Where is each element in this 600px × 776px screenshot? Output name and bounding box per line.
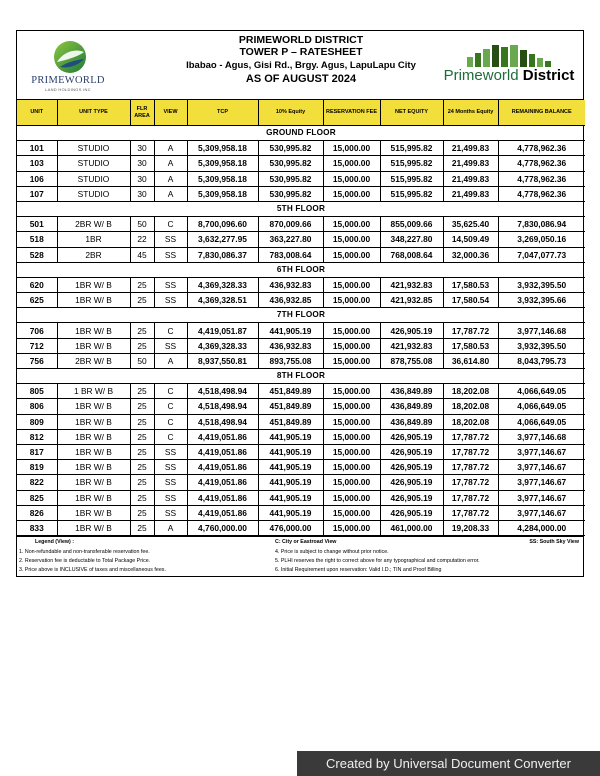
table-cell: 15,000.00 [323,323,380,338]
table-cell: 15,000.00 [323,429,380,444]
table-cell: 21,499.83 [443,171,498,186]
table-cell: 7,830,086.94 [498,217,585,232]
table-cell: 107 [17,186,57,201]
table-cell: 530,995.82 [258,141,323,156]
table-cell: 893,755.08 [258,353,323,368]
table-cell: A [154,171,187,186]
floor-heading: 6TH FLOOR [17,262,585,277]
note-3: 3. Price above is INCLUSIVE of taxes and miscellaneous fees. [19,567,166,574]
legend-south-sky-view: SS: South Sky View [529,539,579,546]
table-cell: 15,000.00 [323,460,380,475]
table-cell: 18,202.08 [443,399,498,414]
table-cell: 17,787.72 [443,490,498,505]
table-cell: 15,000.00 [323,399,380,414]
table-cell: 476,000.00 [258,520,323,535]
table-row [17,338,585,353]
column-header: REMAINING BALANCE [498,100,585,126]
table-cell: 15,000.00 [323,232,380,247]
table-cell: 441,905.19 [258,323,323,338]
table-cell: SS [154,247,187,262]
table-cell: C [154,429,187,444]
table-cell: 783,008.64 [258,247,323,262]
table-cell: 17,787.72 [443,475,498,490]
table-cell: 1BR W/ B [57,490,130,505]
table-row [17,323,585,338]
table-cell: 17,787.72 [443,444,498,459]
table-cell: 363,227.80 [258,232,323,247]
table-cell: 35,625.40 [443,217,498,232]
table-cell: 30 [130,141,154,156]
column-header: 10% Equity [258,100,323,126]
table-cell: STUDIO [57,156,130,171]
table-cell: 436,849.89 [380,414,443,429]
table-cell: 3,932,395.66 [498,293,585,308]
table-cell: 17,787.72 [443,505,498,520]
table-cell: 4,419,051.86 [187,460,258,475]
table-cell: 515,995.82 [380,156,443,171]
table-cell: 436,932.85 [258,293,323,308]
table-cell: 25 [130,399,154,414]
table-cell: 518 [17,232,57,247]
table-cell: 441,905.19 [258,475,323,490]
table-cell: 1BR W/ B [57,414,130,429]
table-cell: 4,778,962.36 [498,171,585,186]
table-cell: C [154,414,187,429]
right-logo-word-b: District [522,67,575,84]
table-cell: 3,932,395.50 [498,277,585,292]
table-row [17,171,585,186]
table-cell: 530,995.82 [258,156,323,171]
table-cell: 426,905.19 [380,475,443,490]
project-name: PRIMEWORLD DISTRICT [238,34,364,46]
floor-row [17,262,585,277]
table-cell: 14,509.49 [443,232,498,247]
table-cell: 4,284,000.00 [498,520,585,535]
table-cell: 18,202.08 [443,384,498,399]
table-cell: 4,066,649.05 [498,384,585,399]
table-cell: 8,700,096.60 [187,217,258,232]
table-cell: 441,905.19 [258,460,323,475]
table-cell: A [154,353,187,368]
table-cell: 426,905.19 [380,505,443,520]
floor-row [17,201,585,216]
table-cell: 825 [17,490,57,505]
table-cell: 25 [130,293,154,308]
table-cell: 4,419,051.86 [187,429,258,444]
table-cell: 441,905.19 [258,505,323,520]
right-logo-word-a: Primeworld [443,67,519,84]
table-cell: 826 [17,505,57,520]
table-cell: 21,499.83 [443,156,498,171]
table-cell: 15,000.00 [323,490,380,505]
table-cell: 4,518,498.94 [187,399,258,414]
table-cell: 515,995.82 [380,171,443,186]
table-cell: 15,000.00 [323,277,380,292]
table-cell: 5,309,958.18 [187,186,258,201]
table-cell: 17,580.54 [443,293,498,308]
column-header: UNIT [17,100,57,126]
table-cell: 2BR [57,247,130,262]
table-cell: 2BR W/ B [57,217,130,232]
table-cell: 426,905.19 [380,323,443,338]
note-6: 6. Initial Requirement upon reservation: Valid I.D.; TIN and Proof Billing [275,567,442,574]
table-cell: 451,849.89 [258,384,323,399]
column-header: TCP [187,100,258,126]
table-cell: 30 [130,156,154,171]
table-cell: 25 [130,384,154,399]
table-cell: 15,000.00 [323,384,380,399]
floor-row [17,126,585,141]
table-cell: 3,977,146.67 [498,444,585,459]
table-row [17,444,585,459]
table-cell: 822 [17,475,57,490]
table-cell: 106 [17,171,57,186]
table-cell: STUDIO [57,141,130,156]
table-cell: 809 [17,414,57,429]
floor-heading: 5TH FLOOR [17,201,585,216]
table-cell: 3,977,146.67 [498,460,585,475]
table-cell: A [154,156,187,171]
table-cell: 515,995.82 [380,141,443,156]
table-cell: 528 [17,247,57,262]
table-cell: 15,000.00 [323,505,380,520]
as-of-date: AS OF AUGUST 2024 [245,73,357,85]
table-cell: 17,580.53 [443,338,498,353]
table-cell: 25 [130,505,154,520]
table-cell: 436,932.83 [258,277,323,292]
table-cell: 706 [17,323,57,338]
table-cell: 1BR W/ B [57,338,130,353]
table-cell: 806 [17,399,57,414]
table-cell: 625 [17,293,57,308]
table-header-row [17,100,585,126]
table-cell: 15,000.00 [323,414,380,429]
table-row [17,217,585,232]
table-cell: 7,830,086.37 [187,247,258,262]
table-cell: 3,977,146.67 [498,505,585,520]
table-cell: SS [154,293,187,308]
table-row [17,505,585,520]
table-cell: 4,778,962.36 [498,141,585,156]
table-cell: 18,202.08 [443,414,498,429]
note-4: 4. Price is subject to change without prior notice. [275,549,389,556]
column-header: NET EQUITY [380,100,443,126]
table-cell: 2BR W/ B [57,353,130,368]
table-cell: A [154,186,187,201]
table-cell: 712 [17,338,57,353]
globe-icon [53,40,87,74]
table-row [17,399,585,414]
table-cell: 17,787.72 [443,429,498,444]
table-cell: 25 [130,323,154,338]
table-cell: 3,977,146.68 [498,323,585,338]
table-cell: SS [154,460,187,475]
table-row [17,247,585,262]
table-row [17,414,585,429]
table-row [17,186,585,201]
table-cell: 50 [130,217,154,232]
table-cell: 451,849.89 [258,399,323,414]
table-cell: SS [154,444,187,459]
table-cell: C [154,384,187,399]
table-cell: 817 [17,444,57,459]
table-cell: 15,000.00 [323,156,380,171]
table-cell: 515,995.82 [380,186,443,201]
title-block [167,34,435,86]
table-cell: 426,905.19 [380,444,443,459]
table-cell: C [154,399,187,414]
table-row [17,232,585,247]
table-cell: 8,937,550.81 [187,353,258,368]
table-cell: 15,000.00 [323,293,380,308]
table-cell: 45 [130,247,154,262]
table-cell: SS [154,277,187,292]
table-cell: 436,849.89 [380,399,443,414]
table-cell: 4,369,328.51 [187,293,258,308]
table-row [17,353,585,368]
table-cell: 819 [17,460,57,475]
primeworld-logo [23,37,113,93]
table-cell: STUDIO [57,186,130,201]
table-cell: C [154,217,187,232]
table-cell: 620 [17,277,57,292]
table-cell: 36,614.80 [443,353,498,368]
table-row [17,156,585,171]
table-cell: 1BR W/ B [57,505,130,520]
table-cell: 451,849.89 [258,414,323,429]
table-row [17,293,585,308]
right-logo-text [443,67,575,85]
table-cell: 1BR W/ B [57,293,130,308]
table-cell: 19,208.33 [443,520,498,535]
table-cell: 25 [130,490,154,505]
table-cell: 1BR W/ B [57,475,130,490]
table-cell: 4,066,649.05 [498,414,585,429]
floor-heading: GROUND FLOOR [17,126,585,141]
table-row [17,475,585,490]
ratesheet-header [17,31,583,100]
table-cell: 421,932.83 [380,277,443,292]
table-cell: 15,000.00 [323,171,380,186]
table-cell: 1BR W/ B [57,399,130,414]
column-header: RESERVATION FEE [323,100,380,126]
ratesheet-title: TOWER P – RATESHEET [239,46,363,58]
table-cell: 756 [17,353,57,368]
floor-row [17,369,585,384]
table-row [17,384,585,399]
table-cell: 421,932.85 [380,293,443,308]
table-cell: 15,000.00 [323,353,380,368]
note-2: 2. Reservation fee is deductable to Total Package Price. [19,558,151,565]
table-cell: 1BR W/ B [57,460,130,475]
table-cell: 1BR W/ B [57,277,130,292]
left-logo-subtext: LAND HOLDINGS INC [45,87,91,92]
table-cell: 8,043,795.73 [498,353,585,368]
table-cell: 4,778,962.36 [498,186,585,201]
table-cell: 15,000.00 [323,444,380,459]
table-cell: 17,787.72 [443,460,498,475]
table-cell: 30 [130,186,154,201]
table-cell: 32,000.36 [443,247,498,262]
note-5: 5. PLHI reserves the right to correct above for any typographical and computation error. [275,558,480,565]
table-cell: 25 [130,429,154,444]
table-cell: 15,000.00 [323,247,380,262]
table-cell: 21,499.83 [443,186,498,201]
table-cell: C [154,323,187,338]
table-cell: 7,047,077.73 [498,247,585,262]
table-cell: 768,008.64 [380,247,443,262]
table-cell: 1BR W/ B [57,520,130,535]
table-cell: SS [154,338,187,353]
table-cell: 833 [17,520,57,535]
legend-city-view: C: City or Eastroad View [275,539,337,546]
table-cell: 22 [130,232,154,247]
primeworld-district-logo [443,45,575,91]
table-cell: 1BR W/ B [57,444,130,459]
table-cell: 3,977,146.67 [498,490,585,505]
table-cell: 1BR W/ B [57,323,130,338]
left-logo-text: PRIMEWORLD [31,75,105,86]
table-cell: 4,518,498.94 [187,384,258,399]
table-cell: SS [154,475,187,490]
table-cell: 805 [17,384,57,399]
table-cell: 15,000.00 [323,338,380,353]
table-row [17,277,585,292]
skyline-icon [459,45,559,67]
table-cell: 4,369,328.33 [187,277,258,292]
table-cell: 5,309,958.18 [187,171,258,186]
floor-row [17,308,585,323]
table-row [17,141,585,156]
table-cell: 15,000.00 [323,141,380,156]
table-cell: 501 [17,217,57,232]
table-cell: 530,995.82 [258,186,323,201]
legend-label: Legend (View) : [35,539,75,546]
table-cell: 878,755.08 [380,353,443,368]
table-cell: 441,905.19 [258,444,323,459]
column-header: FLR AREA [130,100,154,126]
address: Ibabao - Agus, Gisi Rd., Brgy. Agus, LapuLapu City [186,60,416,71]
table-cell: 812 [17,429,57,444]
table-cell: 441,905.19 [258,490,323,505]
converter-watermark: Created by Universal Document Converter [297,751,600,776]
table-cell: 4,778,962.36 [498,156,585,171]
table-cell: 4,369,328.33 [187,338,258,353]
table-cell: 50 [130,353,154,368]
table-cell: 101 [17,141,57,156]
table-cell: SS [154,505,187,520]
table-cell: 4,419,051.86 [187,490,258,505]
table-cell: 3,932,395.50 [498,338,585,353]
table-cell: 15,000.00 [323,475,380,490]
table-row [17,429,585,444]
table-cell: A [154,141,187,156]
table-cell: 103 [17,156,57,171]
table-cell: 436,932.83 [258,338,323,353]
column-header: UNIT TYPE [57,100,130,126]
table-cell: 3,977,146.68 [498,429,585,444]
table-cell: 4,518,498.94 [187,414,258,429]
table-cell: 17,580.53 [443,277,498,292]
table-cell: 25 [130,475,154,490]
table-cell: 426,905.19 [380,460,443,475]
table-cell: 25 [130,444,154,459]
table-cell: 25 [130,520,154,535]
table-cell: 4,419,051.86 [187,475,258,490]
table-cell: 426,905.19 [380,429,443,444]
table-cell: 25 [130,414,154,429]
table-cell: 3,269,050.16 [498,232,585,247]
table-cell: 5,309,958.18 [187,156,258,171]
table-cell: 15,000.00 [323,520,380,535]
table-cell: 4,760,000.00 [187,520,258,535]
table-cell: A [154,520,187,535]
rate-table [17,100,585,536]
table-cell: 3,632,277.95 [187,232,258,247]
table-cell: SS [154,490,187,505]
table-cell: 5,309,958.18 [187,141,258,156]
table-cell: 421,932.83 [380,338,443,353]
table-cell: 4,066,649.05 [498,399,585,414]
table-cell: 1 BR W/ B [57,384,130,399]
table-cell: 461,000.00 [380,520,443,535]
table-cell: 1BR [57,232,130,247]
table-cell: SS [154,232,187,247]
table-cell: 30 [130,171,154,186]
table-cell: 436,849.89 [380,384,443,399]
table-cell: 25 [130,277,154,292]
table-row [17,460,585,475]
ratesheet [16,30,584,577]
table-cell: 426,905.19 [380,490,443,505]
table-cell: 1BR W/ B [57,429,130,444]
table-body [17,126,585,536]
table-cell: 855,009.66 [380,217,443,232]
table-cell: 17,787.72 [443,323,498,338]
column-header: 24 Months Equity [443,100,498,126]
column-header: VIEW [154,100,187,126]
table-cell: 4,419,051.86 [187,505,258,520]
table-cell: 530,995.82 [258,171,323,186]
table-cell: 4,419,051.86 [187,444,258,459]
table-cell: 15,000.00 [323,217,380,232]
table-row [17,520,585,535]
table-cell: STUDIO [57,171,130,186]
table-cell: 4,419,051.87 [187,323,258,338]
table-row [17,490,585,505]
table-cell: 441,905.19 [258,429,323,444]
table-cell: 25 [130,338,154,353]
table-cell: 3,977,146.67 [498,475,585,490]
notes-section [17,536,583,576]
floor-heading: 8TH FLOOR [17,369,585,384]
table-cell: 870,009.66 [258,217,323,232]
note-1: 1. Non-refundable and non-transferable reservation fee. [19,549,150,556]
table-cell: 348,227.80 [380,232,443,247]
floor-heading: 7TH FLOOR [17,308,585,323]
table-cell: 21,499.83 [443,141,498,156]
table-cell: 15,000.00 [323,186,380,201]
table-cell: 25 [130,460,154,475]
